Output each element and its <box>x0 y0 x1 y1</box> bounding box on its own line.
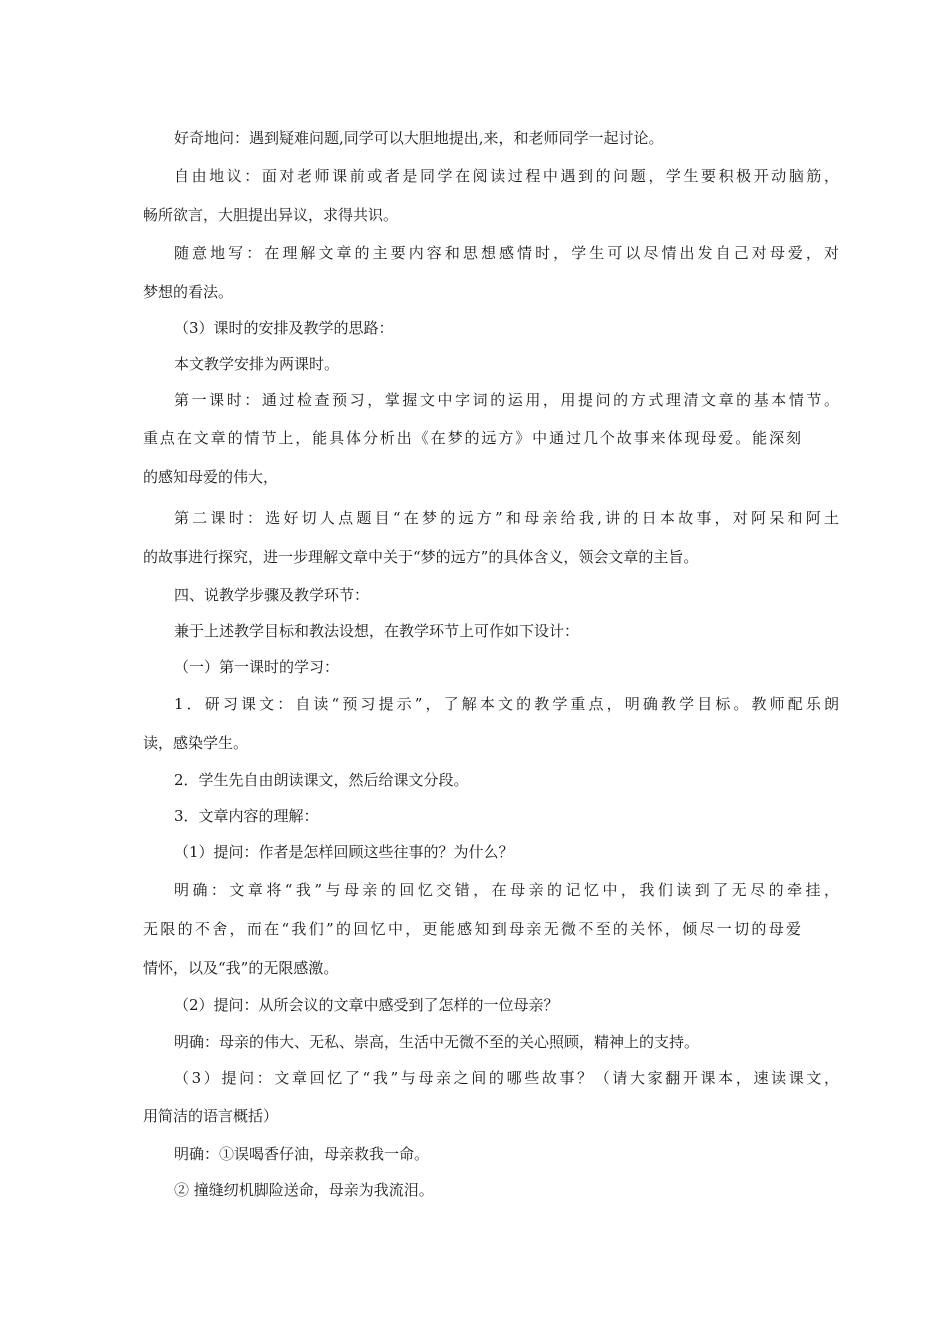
paragraph-line: 本文教学安排为两课时。 <box>174 355 340 373</box>
paragraph-line: 的感知母爱的伟大， <box>143 468 279 486</box>
paragraph-line: 随意地写：在理解文章的主要内容和思想感情时，学生可以尽情出发自己对母爱，对 <box>174 244 839 262</box>
paragraph-line: 无限的不舍，而在“我们”的回忆中，更能感知到母亲无微不至的关怀，倾尽一切的母爱 <box>143 920 801 938</box>
paragraph-line: 自由地议：面对老师课前或者是同学在阅读过程中遇到的问题，学生要积极开动脑筋， <box>174 167 839 185</box>
paragraph-line: 的故事进行探究，进一步理解文章中关于“梦的远方”的具体含义，领会文章的主旨。 <box>143 548 699 566</box>
paragraph-line: 四、说教学步骤及教学环节： <box>174 586 370 604</box>
paragraph-line: 明确：母亲的伟大、无私、崇高，生活中无微不至的关心照顾，精神上的支持。 <box>174 1033 700 1051</box>
paragraph-line: 第二课时：选好切人点题目“在梦的远方”和母亲给我,讲的日本故事，对阿呆和阿土 <box>174 509 839 527</box>
paragraph-line: 兼于上述教学目标和教法设想，在教学环节上可作如下设计： <box>174 622 580 640</box>
paragraph-line: 读，感染学生。 <box>143 734 249 752</box>
paragraph-line: 第一课时：通过检查预习，掌握文中字词的运用，用提问的方式理清文章的基本情节。 <box>174 391 839 409</box>
paragraph-line: 明确：文章将“我”与母亲的回忆交错，在母亲的记忆中，我们读到了无尽的牵挂， <box>174 881 839 899</box>
paragraph-line: 1．研习课文：自读“预习提示”，了解本文的教学重点，明确教学目标。教师配乐朗 <box>174 695 839 713</box>
paragraph-line: ② 撞缝纫机脚险送命，母亲为我流泪。 <box>174 1181 434 1199</box>
paragraph-line: 3．文章内容的理解： <box>174 807 319 825</box>
paragraph-line: 明确：①误喝香仔油，母亲救我一命。 <box>174 1145 430 1163</box>
paragraph-line: （3）提问：文章回忆了“我”与母亲之间的哪些故事？（请大家翻开课本，速读课文， <box>174 1069 839 1087</box>
paragraph-line: 畅所欲言，大胆提出异议，求得共识。 <box>143 206 399 224</box>
paragraph-line: 情怀，以及“我”的无限感激。 <box>143 959 339 977</box>
paragraph-line: 2．学生先自由朗读课文，然后给课文分段。 <box>174 771 469 789</box>
paragraph-line: （一）第一课时的学习： <box>174 658 340 676</box>
paragraph-line: 好奇地问：遇到疑难问题,同学可以大胆地提出,来，和老师同学一起讨论。 <box>174 129 664 147</box>
paragraph-line: （3）课时的安排及教学的思路： <box>174 319 394 337</box>
paragraph-line: （2）提问：从所会议的文章中感受到了怎样的一位母亲？ <box>174 996 559 1014</box>
paragraph-line: 梦想的看法。 <box>143 283 234 301</box>
paragraph-line: （1）提问：作者是怎样回顾这些往事的？为什么？ <box>174 843 514 861</box>
paragraph-line: 用简洁的语言概括） <box>143 1107 279 1125</box>
paragraph-line: 重点在文章的情节上，能具体分析出《在梦的远方》中通过几个故事来体现母爱。能深刻 <box>143 429 801 447</box>
